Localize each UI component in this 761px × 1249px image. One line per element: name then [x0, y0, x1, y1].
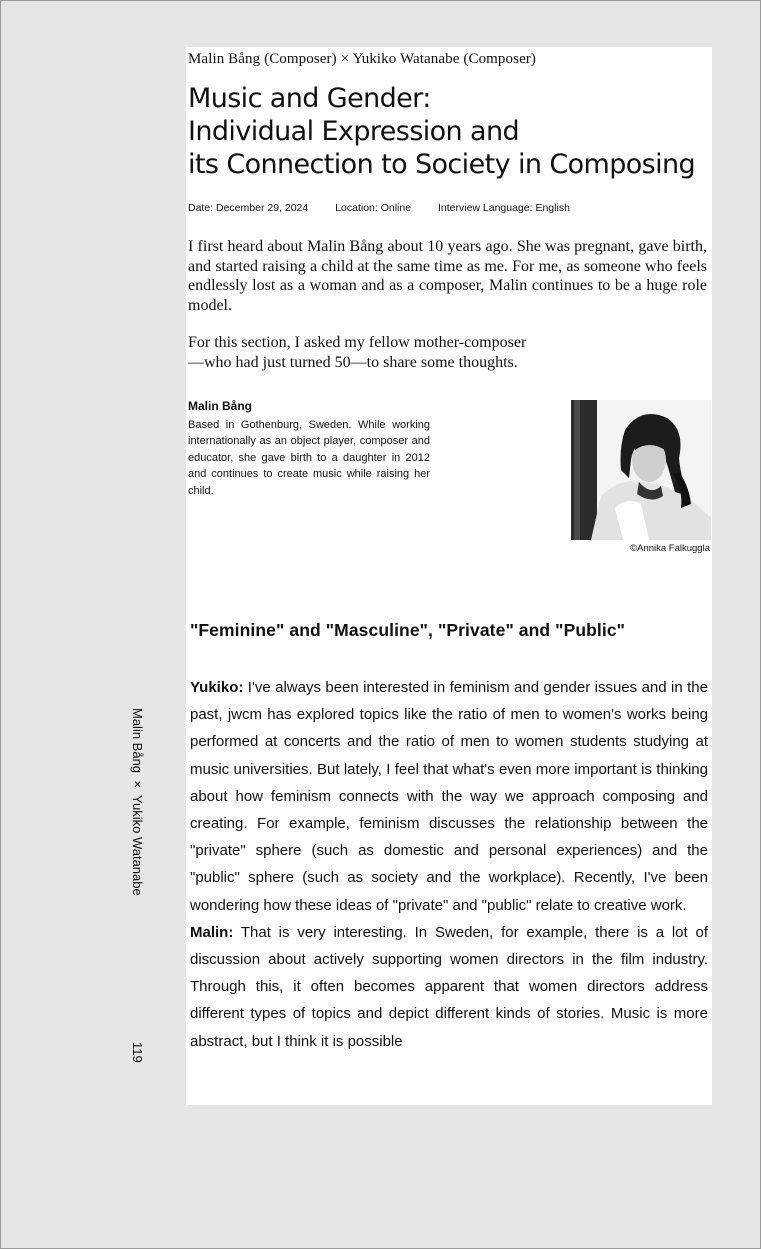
dialogue-turn — [190, 919, 708, 1055]
article-title — [188, 82, 695, 181]
bio-text: Based in Gothenburg, Sweden. While working internationally as an object player, composer and educator, she gave birth to a daughter in 2012 and continues to create music while raising her child. — [188, 419, 430, 497]
title-line: Individual Expression and — [188, 116, 520, 147]
dialogue-text: I've always been interested in feminism and gender issues and in the past, jwcm has explored topics like the ratio of men to women's works being performed at concerts and the ratio of men to women students studying at music universities. But lately, I feel that what's even more important is thinking about how feminism connects with the way we approach composing and creating. For example, feminism discusses the relationship between the "private" sphere (such as domestic and personal experiences) and the "public" sphere (such as society and the workplace). Recently, I've been wondering how these ideas of "private" and "public" relate to creative work. — [190, 679, 708, 914]
interview-meta — [188, 202, 594, 214]
title-line: Music and Gender: — [188, 83, 431, 114]
intro-line: —who had just turned 50—to share some thoughts. — [188, 354, 518, 371]
dialogue-turn — [190, 674, 708, 919]
title-line: its Connection to Society in Composing — [188, 149, 696, 180]
interview-dialogue — [190, 674, 708, 1055]
portrait-photo — [571, 400, 711, 540]
intro-paragraph: I first heard about Malin Bång about 10 years ago. She was pregnant, gave birth, and started raising a child at the same time as me. For me, as someone who feels endlessly lost as a woman and as a composer, Malin continues to be a huge role model. — [188, 238, 707, 314]
section-heading: "Feminine" and "Masculine", "Private" and "Public" — [190, 620, 626, 640]
speaker-label: Malin: — [190, 923, 234, 941]
running-head: Malin Bång × Yukiko Watanabe — [130, 708, 145, 896]
intro-paragraph-2 — [188, 333, 526, 373]
bio-name: Malin Bång — [188, 399, 253, 413]
intro-line: For this section, I asked my fellow mother-composer — [188, 334, 527, 351]
dialogue-text: That is very interesting. In Sweden, for example, there is a lot of discussion about actively supporting women directors in the film industry. Through this, it often becomes apparent that women directors address different types of topics and depict different kinds of stories. Music is more abstract, but I think it is possible — [190, 923, 708, 1050]
photo-credit: ©Annika Falkuggla — [630, 543, 710, 554]
interview-date: Date: December 29, 2024 — [188, 202, 309, 214]
speaker-label: Yukiko: — [190, 679, 244, 696]
page-number: 119 — [130, 1042, 145, 1063]
interview-location: Location: Online — [335, 202, 412, 214]
interview-language: Interview Language: English — [437, 202, 570, 214]
article-byline: Malin Bång (Composer) × Yukiko Watanabe (Composer) — [188, 51, 537, 67]
